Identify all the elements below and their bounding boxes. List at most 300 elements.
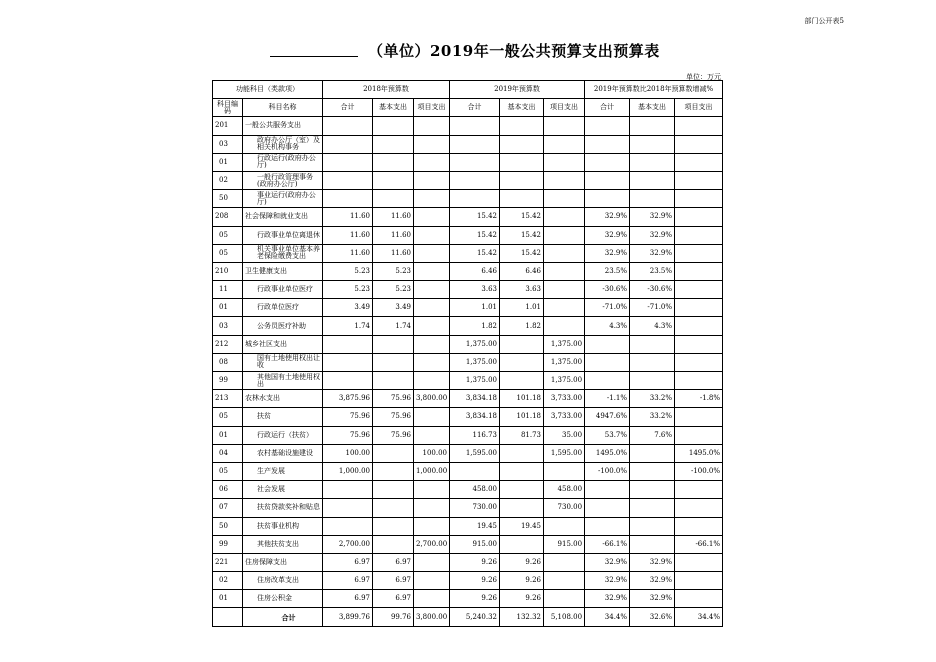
cell-2019-basic xyxy=(500,153,544,171)
cell-2018-project xyxy=(414,553,450,571)
cell-2019-total: 3,834.18 xyxy=(450,408,500,426)
cell-subject-name: 行政事业单位医疗 xyxy=(243,281,323,299)
cell-change-total: 23.5% xyxy=(585,262,630,280)
cell-change-project xyxy=(675,117,723,135)
cell-change-total: 32.9% xyxy=(585,572,630,590)
cell-change-total: 53.7% xyxy=(585,426,630,444)
cell-change-total xyxy=(585,372,630,390)
cell-change-total: 1495.0% xyxy=(585,444,630,462)
cell-change-total: -1.1% xyxy=(585,390,630,408)
cell-2019-project xyxy=(544,517,585,535)
cell-2018-basic xyxy=(373,171,414,189)
cell-subject-code: 02 xyxy=(213,572,243,590)
cell-2018-total xyxy=(323,135,373,153)
cell-2019-total: 3.63 xyxy=(450,281,500,299)
cell-2018-basic xyxy=(373,135,414,153)
cell-change-basic: -71.0% xyxy=(630,299,675,317)
cell-2019-basic xyxy=(500,444,544,462)
cell-subject-code: 99 xyxy=(213,535,243,553)
table-row xyxy=(213,444,723,462)
cell-change-project xyxy=(675,517,723,535)
cell-subject-code: 05 xyxy=(213,226,243,244)
cell-2018-project xyxy=(414,299,450,317)
table-row xyxy=(213,353,723,371)
cell-2019-project xyxy=(544,262,585,280)
cell-change-total: 34.4% xyxy=(585,608,630,626)
cell-subject-code: 06 xyxy=(213,481,243,499)
cell-2019-basic xyxy=(500,481,544,499)
cell-2019-total xyxy=(450,153,500,171)
cell-change-project xyxy=(675,226,723,244)
cell-2019-total: 1.01 xyxy=(450,299,500,317)
cell-2018-basic xyxy=(373,535,414,553)
cell-change-basic: 32.9% xyxy=(630,572,675,590)
cell-2018-project xyxy=(414,135,450,153)
cell-change-total: 32.9% xyxy=(585,226,630,244)
cell-subject-name: 国有土地使用权出让收 xyxy=(243,353,323,371)
cell-2019-total: 730.00 xyxy=(450,499,500,517)
cell-2018-basic: 75.96 xyxy=(373,426,414,444)
cell-change-project xyxy=(675,281,723,299)
cell-2019-total: 1.82 xyxy=(450,317,500,335)
cell-subject-code: 201 xyxy=(213,117,243,135)
cell-2019-total: 1,595.00 xyxy=(450,444,500,462)
cell-2018-basic: 5.23 xyxy=(373,262,414,280)
cell-subject-code: 04 xyxy=(213,444,243,462)
table-row xyxy=(213,317,723,335)
cell-subject-code: 07 xyxy=(213,499,243,517)
cell-2018-basic xyxy=(373,153,414,171)
cell-2019-project xyxy=(544,117,585,135)
cell-2019-total xyxy=(450,117,500,135)
cell-subject-name: 行政运行（扶贫） xyxy=(243,426,323,444)
cell-2019-basic: 1.01 xyxy=(500,299,544,317)
cell-2019-project: 1,375.00 xyxy=(544,335,585,353)
cell-change-basic xyxy=(630,153,675,171)
table-row xyxy=(213,426,723,444)
cell-subject-code: 01 xyxy=(213,590,243,608)
unit-label: 单位：万元 xyxy=(686,73,721,81)
cell-2018-total xyxy=(323,190,373,208)
cell-2018-total: 6.97 xyxy=(323,590,373,608)
cell-2019-basic: 15.42 xyxy=(500,244,544,262)
cell-2018-basic xyxy=(373,372,414,390)
cell-2018-project xyxy=(414,244,450,262)
cell-2019-basic xyxy=(500,171,544,189)
cell-change-project xyxy=(675,408,723,426)
cell-2018-project xyxy=(414,353,450,371)
cell-2019-project: 458.00 xyxy=(544,481,585,499)
cell-change-basic: 33.2% xyxy=(630,390,675,408)
header-2019-budget: 2019年预算数 xyxy=(450,81,585,99)
cell-change-basic xyxy=(630,444,675,462)
cell-change-project: 1495.0% xyxy=(675,444,723,462)
table-row xyxy=(213,572,723,590)
cell-change-basic: 32.9% xyxy=(630,226,675,244)
cell-2019-basic xyxy=(500,190,544,208)
cell-change-project xyxy=(675,244,723,262)
table-row xyxy=(213,171,723,189)
cell-subject-code: 50 xyxy=(213,190,243,208)
table-row xyxy=(213,608,723,626)
cell-2018-total xyxy=(323,372,373,390)
cell-subject-code: 212 xyxy=(213,335,243,353)
cell-subject-code: 01 xyxy=(213,426,243,444)
cell-2018-project xyxy=(414,281,450,299)
cell-2018-project xyxy=(414,208,450,226)
cell-subject-name: 事业运行(政府办公厅) xyxy=(243,190,323,208)
header-name: 科目名称 xyxy=(243,99,323,117)
cell-subject-name: 住房公积金 xyxy=(243,590,323,608)
table-row xyxy=(213,535,723,553)
cell-2018-total: 75.96 xyxy=(323,426,373,444)
cell-2019-project xyxy=(544,153,585,171)
cell-2018-basic xyxy=(373,499,414,517)
cell-change-project xyxy=(675,572,723,590)
cell-2019-total xyxy=(450,190,500,208)
cell-subject-name: 社会发展 xyxy=(243,481,323,499)
cell-subject-name: 卫生健康支出 xyxy=(243,262,323,280)
cell-2019-project: 5,108.00 xyxy=(544,608,585,626)
cell-change-total: -66.1% xyxy=(585,535,630,553)
table-row xyxy=(213,299,723,317)
table-row xyxy=(213,117,723,135)
cell-2018-project xyxy=(414,262,450,280)
header-row-columns xyxy=(213,99,723,117)
cell-change-project xyxy=(675,372,723,390)
cell-2018-project: 1,000.00 xyxy=(414,462,450,480)
cell-2019-basic: 101.18 xyxy=(500,408,544,426)
cell-2018-project xyxy=(414,517,450,535)
cell-change-total xyxy=(585,135,630,153)
cell-2019-total: 9.26 xyxy=(450,590,500,608)
cell-subject-name: 城乡社区支出 xyxy=(243,335,323,353)
cell-subject-name: 农村基础设施建设 xyxy=(243,444,323,462)
cell-2019-total: 15.42 xyxy=(450,226,500,244)
cell-2018-total: 3.49 xyxy=(323,299,373,317)
cell-2018-total: 11.60 xyxy=(323,226,373,244)
cell-2019-project xyxy=(544,171,585,189)
cell-change-project xyxy=(675,153,723,171)
cell-subject-name: 行政事业单位离退休 xyxy=(243,226,323,244)
cell-subject-code: 213 xyxy=(213,390,243,408)
cell-subject-code: 01 xyxy=(213,299,243,317)
header-code: 科目编码 xyxy=(213,99,243,117)
cell-2019-project xyxy=(544,244,585,262)
cell-2019-project: 915.00 xyxy=(544,535,585,553)
cell-subject-name: 社会保障和就业支出 xyxy=(243,208,323,226)
cell-change-basic xyxy=(630,335,675,353)
cell-subject-code: 08 xyxy=(213,353,243,371)
cell-2018-project xyxy=(414,153,450,171)
cell-2019-total: 915.00 xyxy=(450,535,500,553)
table-row xyxy=(213,244,723,262)
cell-2019-total: 458.00 xyxy=(450,481,500,499)
table-row xyxy=(213,499,723,517)
cell-2018-basic: 99.76 xyxy=(373,608,414,626)
cell-2018-basic xyxy=(373,353,414,371)
cell-2019-project: 730.00 xyxy=(544,499,585,517)
header-2018-total: 合计 xyxy=(323,99,373,117)
table-row xyxy=(213,553,723,571)
cell-change-total: 32.9% xyxy=(585,208,630,226)
cell-2019-basic: 1.82 xyxy=(500,317,544,335)
cell-2018-total: 1.74 xyxy=(323,317,373,335)
cell-subject-name: 公务员医疗补助 xyxy=(243,317,323,335)
cell-2019-basic: 9.26 xyxy=(500,572,544,590)
header-2018-project: 项目支出 xyxy=(414,99,450,117)
title-underline xyxy=(270,56,358,57)
cell-subject-name: 扶贫事业机构 xyxy=(243,517,323,535)
cell-2018-project xyxy=(414,481,450,499)
cell-2018-project: 2,700.00 xyxy=(414,535,450,553)
cell-change-project xyxy=(675,426,723,444)
table-row xyxy=(213,590,723,608)
cell-2018-total xyxy=(323,499,373,517)
cell-2018-project xyxy=(414,171,450,189)
cell-2019-project xyxy=(544,135,585,153)
cell-change-basic: 32.9% xyxy=(630,590,675,608)
cell-change-total xyxy=(585,335,630,353)
cell-change-basic: 33.2% xyxy=(630,408,675,426)
cell-2018-basic: 6.97 xyxy=(373,572,414,590)
cell-2019-total: 9.26 xyxy=(450,572,500,590)
page-title: （单位）2019年一般公共预算支出预算表 xyxy=(368,42,660,60)
cell-change-basic xyxy=(630,372,675,390)
cell-2019-total: 15.42 xyxy=(450,244,500,262)
cell-subject-code: 01 xyxy=(213,153,243,171)
cell-2018-total: 5.23 xyxy=(323,262,373,280)
header-row-groups xyxy=(213,81,723,99)
cell-2019-basic: 15.42 xyxy=(500,226,544,244)
cell-2018-basic xyxy=(373,481,414,499)
cell-2019-basic xyxy=(500,353,544,371)
cell-subject-name: 扶贫 xyxy=(243,408,323,426)
cell-2019-basic: 3.63 xyxy=(500,281,544,299)
cell-2019-total: 15.42 xyxy=(450,208,500,226)
cell-2018-basic xyxy=(373,117,414,135)
cell-change-project: 34.4% xyxy=(675,608,723,626)
cell-2018-total xyxy=(323,117,373,135)
table-row xyxy=(213,372,723,390)
cell-change-project xyxy=(675,190,723,208)
header-func-subject: 功能科目（类款项） xyxy=(213,81,323,99)
header-change-project: 项目支出 xyxy=(675,99,723,117)
cell-2019-total: 116.73 xyxy=(450,426,500,444)
cell-2018-total: 3,875.96 xyxy=(323,390,373,408)
cell-2018-basic: 75.96 xyxy=(373,408,414,426)
cell-2019-project xyxy=(544,281,585,299)
cell-2019-project xyxy=(544,462,585,480)
cell-change-project xyxy=(675,317,723,335)
cell-subject-code: 99 xyxy=(213,372,243,390)
cell-change-basic: 4.3% xyxy=(630,317,675,335)
cell-change-project xyxy=(675,335,723,353)
cell-subject-code: 05 xyxy=(213,462,243,480)
cell-2018-basic: 6.97 xyxy=(373,553,414,571)
cell-subject-code: 05 xyxy=(213,408,243,426)
cell-subject-code: 210 xyxy=(213,262,243,280)
table-row xyxy=(213,481,723,499)
header-2018-basic: 基本支出 xyxy=(373,99,414,117)
cell-2018-project xyxy=(414,590,450,608)
cell-2018-total: 1,000.00 xyxy=(323,462,373,480)
cell-2018-basic xyxy=(373,444,414,462)
cell-subject-name: 机关事业单位基本养老保险缴费支出 xyxy=(243,244,323,262)
cell-2018-project xyxy=(414,426,450,444)
cell-2018-basic: 1.74 xyxy=(373,317,414,335)
cell-change-basic: -30.6% xyxy=(630,281,675,299)
cell-subject-name: 其他扶贫支出 xyxy=(243,535,323,553)
cell-change-total xyxy=(585,190,630,208)
cell-change-project xyxy=(675,553,723,571)
cell-subject-name: 住房保障支出 xyxy=(243,553,323,571)
cell-2019-basic: 81.73 xyxy=(500,426,544,444)
cell-subject-code: 50 xyxy=(213,517,243,535)
cell-change-total xyxy=(585,171,630,189)
cell-2019-project xyxy=(544,572,585,590)
cell-subject-name: 行政运行(政府办公厅) xyxy=(243,153,323,171)
cell-2018-project xyxy=(414,117,450,135)
cell-2018-total xyxy=(323,481,373,499)
table-row xyxy=(213,517,723,535)
cell-2019-basic xyxy=(500,499,544,517)
cell-change-total: -30.6% xyxy=(585,281,630,299)
cell-subject-code xyxy=(213,608,243,626)
cell-2019-project: 1,375.00 xyxy=(544,372,585,390)
cell-2019-project xyxy=(544,299,585,317)
cell-subject-code: 208 xyxy=(213,208,243,226)
cell-2018-basic: 6.97 xyxy=(373,590,414,608)
cell-2019-basic: 101.18 xyxy=(500,390,544,408)
table-row xyxy=(213,135,723,153)
cell-2018-project: 3,800.00 xyxy=(414,608,450,626)
table-row xyxy=(213,408,723,426)
cell-2019-project: 3,733.00 xyxy=(544,408,585,426)
table-row xyxy=(213,335,723,353)
cell-change-basic: 23.5% xyxy=(630,262,675,280)
cell-change-project: -100.0% xyxy=(675,462,723,480)
cell-2019-total: 1,375.00 xyxy=(450,353,500,371)
cell-2018-project xyxy=(414,190,450,208)
cell-change-basic xyxy=(630,517,675,535)
cell-2019-basic: 132.32 xyxy=(500,608,544,626)
cell-change-basic xyxy=(630,535,675,553)
cell-2019-basic: 19.45 xyxy=(500,517,544,535)
cell-2018-project xyxy=(414,372,450,390)
cell-2019-project: 3,733.00 xyxy=(544,390,585,408)
header-2019-total: 合计 xyxy=(450,99,500,117)
cell-change-project xyxy=(675,262,723,280)
cell-2018-project xyxy=(414,335,450,353)
cell-change-basic xyxy=(630,190,675,208)
cell-change-basic: 32.9% xyxy=(630,553,675,571)
cell-change-total: 4.3% xyxy=(585,317,630,335)
table-row xyxy=(213,226,723,244)
cell-subject-name: 政府办公厅（室）及相关机构事务 xyxy=(243,135,323,153)
cell-2019-project xyxy=(544,590,585,608)
cell-2018-total: 6.97 xyxy=(323,553,373,571)
cell-change-total: 4947.6% xyxy=(585,408,630,426)
table-row xyxy=(213,390,723,408)
cell-2019-total: 6.46 xyxy=(450,262,500,280)
cell-2018-project: 3,800.00 xyxy=(414,390,450,408)
cell-2018-total xyxy=(323,517,373,535)
cell-2018-basic xyxy=(373,462,414,480)
cell-change-basic: 32.9% xyxy=(630,208,675,226)
cell-change-total xyxy=(585,117,630,135)
table-row xyxy=(213,190,723,208)
cell-2019-total xyxy=(450,171,500,189)
cell-2019-basic: 9.26 xyxy=(500,590,544,608)
cell-change-basic xyxy=(630,499,675,517)
cell-subject-code: 03 xyxy=(213,317,243,335)
table-row xyxy=(213,262,723,280)
cell-change-project xyxy=(675,208,723,226)
cell-subject-name: 合计 xyxy=(243,608,323,626)
cell-2018-project xyxy=(414,317,450,335)
cell-2019-total: 1,375.00 xyxy=(450,372,500,390)
table-row xyxy=(213,153,723,171)
header-change-pct: 2019年预算数比2018年预算数增减% xyxy=(585,81,723,99)
cell-change-project xyxy=(675,299,723,317)
cell-subject-name: 一般行政管理事务(政府办公厅) xyxy=(243,171,323,189)
cell-change-total xyxy=(585,499,630,517)
cell-change-total: 32.9% xyxy=(585,244,630,262)
cell-2019-basic xyxy=(500,135,544,153)
cell-2019-basic: 9.26 xyxy=(500,553,544,571)
cell-change-basic xyxy=(630,462,675,480)
cell-change-total: 32.9% xyxy=(585,590,630,608)
cell-change-basic xyxy=(630,171,675,189)
cell-2019-basic xyxy=(500,335,544,353)
cell-2019-total xyxy=(450,462,500,480)
cell-2018-total: 11.60 xyxy=(323,244,373,262)
cell-2019-total xyxy=(450,135,500,153)
cell-subject-name: 生产发展 xyxy=(243,462,323,480)
cell-2019-project: 1,375.00 xyxy=(544,353,585,371)
header-2019-project: 项目支出 xyxy=(544,99,585,117)
cell-change-total xyxy=(585,153,630,171)
cell-2018-basic: 11.60 xyxy=(373,244,414,262)
cell-2019-project xyxy=(544,226,585,244)
table-number-note: 部门公开表5 xyxy=(804,17,844,25)
table-row xyxy=(213,462,723,480)
cell-2019-basic xyxy=(500,462,544,480)
cell-2018-basic: 5.23 xyxy=(373,281,414,299)
cell-2019-basic xyxy=(500,372,544,390)
cell-2019-basic: 6.46 xyxy=(500,262,544,280)
cell-change-project xyxy=(675,135,723,153)
cell-2019-basic: 15.42 xyxy=(500,208,544,226)
cell-2018-basic xyxy=(373,517,414,535)
cell-subject-code: 05 xyxy=(213,244,243,262)
cell-subject-name: 农林水支出 xyxy=(243,390,323,408)
cell-change-basic: 32.6% xyxy=(630,608,675,626)
cell-subject-name: 扶贫贷款奖补和贴息 xyxy=(243,499,323,517)
cell-2019-project xyxy=(544,208,585,226)
cell-2019-total: 9.26 xyxy=(450,553,500,571)
cell-2019-total: 5,240.32 xyxy=(450,608,500,626)
cell-2018-total: 2,700.00 xyxy=(323,535,373,553)
cell-change-project xyxy=(675,353,723,371)
cell-2018-basic: 3.49 xyxy=(373,299,414,317)
cell-2018-total: 75.96 xyxy=(323,408,373,426)
cell-subject-code: 03 xyxy=(213,135,243,153)
cell-change-total: 32.9% xyxy=(585,553,630,571)
cell-change-basic: 7.6% xyxy=(630,426,675,444)
cell-change-basic xyxy=(630,117,675,135)
